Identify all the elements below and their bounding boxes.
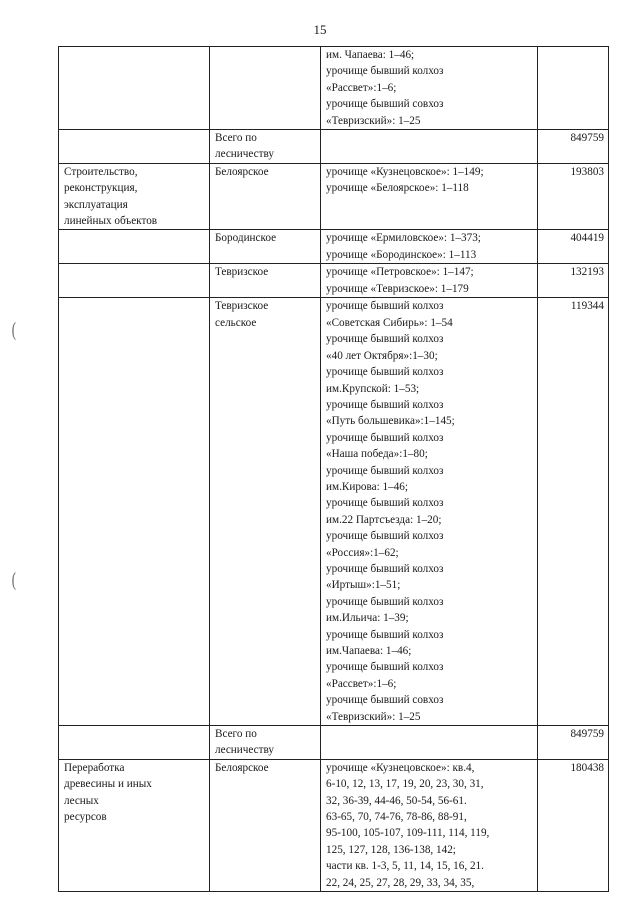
activity-cell: [59, 298, 210, 726]
page-number: 15: [313, 22, 327, 37]
forestry-cell: [210, 47, 321, 130]
forestry-cell: Бородинское: [210, 230, 321, 264]
activity-cell: [59, 264, 210, 298]
table-row: [59, 230, 609, 264]
activity-cell: Строительство, реконструкция, эксплуатация линейных объектов: [59, 163, 210, 230]
tracts-cell: им. Чапаева: 1–46; урочище бывший колхоз «Рассвет»:1–6; урочище бывший совхоз «Тевризский»: 1–25: [321, 47, 538, 130]
table-row: [59, 130, 609, 164]
table-row: [59, 726, 609, 760]
activity-cell: Переработка древесины и иных лесных ресурсов: [59, 759, 210, 891]
area-cell: 849759: [538, 726, 609, 760]
forestry-cell: Белоярское: [210, 163, 321, 230]
area-cell: [538, 47, 609, 130]
forest-use-table: [58, 46, 609, 892]
tracts-cell: урочище «Кузнецовское»: кв.4, 6-10, 12, 13, 17, 19, 20, 23, 30, 31, 32, 36-39, 44-46, 50-54, 56-61. 63-65, 70, 74-76, 78-86, 88-91, 95-100, 105-107, 109-111, 114, 119, 125, 127, 128, 136-138, 142; части кв. 1-3, 5, 11, 14, 15, 16, 21. 22, 24, 25, 27, 28, 29, 33, 34, 35,: [321, 759, 538, 891]
margin-bracket-mark: (: [11, 318, 17, 342]
tracts-cell: [321, 726, 538, 760]
tracts-cell: урочище «Ермиловское»: 1–373; урочище «Бородинское»: 1–113: [321, 230, 538, 264]
area-cell: 119344: [538, 298, 609, 726]
area-cell: 193803: [538, 163, 609, 230]
activity-cell: [59, 47, 210, 130]
area-cell: 404419: [538, 230, 609, 264]
tracts-cell: урочище «Кузнецовское»: 1–149; урочище «Белоярское»: 1–118: [321, 163, 538, 230]
forestry-cell: Белоярское: [210, 759, 321, 891]
tracts-cell: [321, 130, 538, 164]
area-cell: 180438: [538, 759, 609, 891]
margin-bracket-mark: (: [11, 568, 17, 592]
forestry-cell: Тевризское: [210, 264, 321, 298]
area-cell: 132193: [538, 264, 609, 298]
table-row: [59, 47, 609, 130]
table-row: [59, 163, 609, 230]
table-row: [59, 264, 609, 298]
activity-cell: [59, 230, 210, 264]
forestry-cell: Всего по лесничеству: [210, 130, 321, 164]
table-row: [59, 759, 609, 891]
forestry-cell: Всего по лесничеству: [210, 726, 321, 760]
activity-cell: [59, 130, 210, 164]
tracts-cell: урочище «Петровское»: 1–147; урочище «Тевризское»: 1–179: [321, 264, 538, 298]
activity-cell: [59, 726, 210, 760]
table-row: [59, 298, 609, 726]
tracts-cell: урочище бывший колхоз «Советская Сибирь»: 1–54 урочище бывший колхоз «40 лет Октября»:1–30; урочище бывший колхоз им.Крупской: 1–53; урочище бывший колхоз «Путь большевика»:1–145; урочище бывший колхоз «Наша победа»:1–80; урочище бывший колхоз им.Кирова: 1–46; урочище бывший колхоз им.22 Партсъезда: 1–20; урочище бывший колхоз «Россия»:1–62; урочище бывший колхоз «Иртыш»:1–51; урочище бывший колхоз им.Ильича: 1–39; урочище бывший колхоз им.Чапаева: 1–46; урочище бывший колхоз «Рассвет»:1–6; урочище бывший совхоз «Тевризский»: 1–25: [321, 298, 538, 726]
area-cell: 849759: [538, 130, 609, 164]
forestry-cell: Тевризское сельское: [210, 298, 321, 726]
